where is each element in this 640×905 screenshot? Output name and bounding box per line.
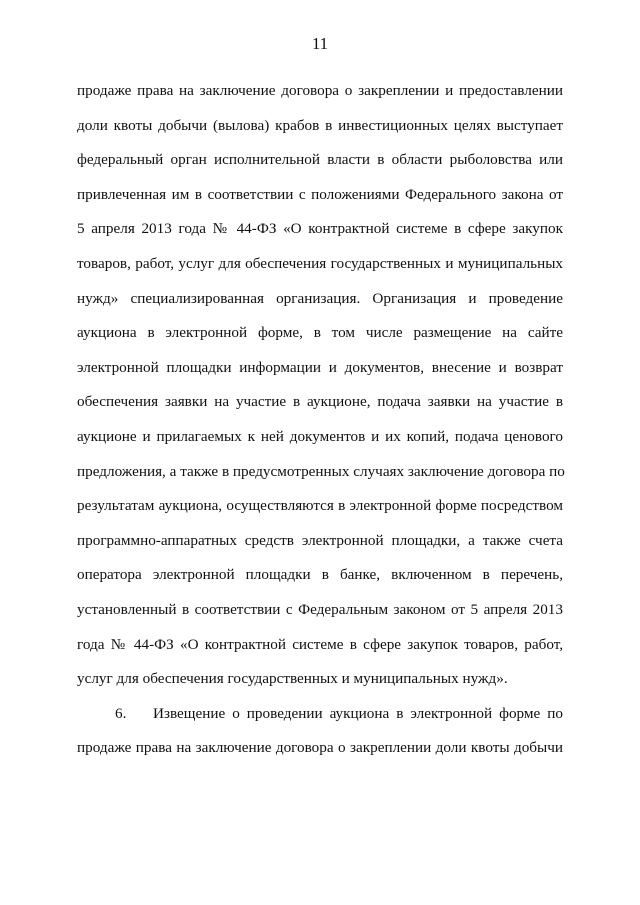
text-line: 5 апреля 2013 года № 44-ФЗ «О контрактной системе в сфере закупок: [77, 220, 563, 238]
item-6-text: Извещение о проведении аукциона в электронной форме по: [153, 704, 563, 722]
text-line: программно-аппаратных средств электронной площадки, а также счета: [77, 531, 563, 549]
item-6-first-line: [77, 697, 563, 732]
text-line: продаже права на заключение договора о закреплении и предоставлении: [77, 82, 563, 99]
text-line: оператора электронной площадки в банке, включенном в перечень,: [77, 566, 563, 584]
item-6-number: 6.: [115, 704, 127, 722]
text-line: федеральный орган исполнительной власти в области рыболовства или: [77, 151, 563, 169]
text-line: аукционе и прилагаемых к ней документов и их копий, подача ценового: [77, 427, 563, 445]
text-line: результатам аукциона, осуществляются в электронной форме посредством: [77, 497, 563, 515]
text-line-paragraph-end: услуг для обеспечения государственных и муниципальных нужд».: [77, 670, 508, 688]
text-line: привлеченная им в соответствии с положениями Федерального закона от: [77, 185, 563, 203]
page-number: 11: [311, 34, 329, 53]
text-line: обеспечения заявки на участие в аукционе, подача заявки на участие в: [77, 393, 563, 411]
text-line: аукциона в электронной форме, в том числе размещение на сайте: [77, 324, 563, 342]
text-line: нужд» специализированная организация. Организация и проведение: [77, 289, 563, 307]
text-line: товаров, работ, услуг для обеспечения государственных и муниципальных: [77, 254, 563, 272]
document-body: [77, 74, 563, 766]
text-line: электронной площадки информации и документов, внесение и возврат: [77, 358, 563, 376]
item-6-second-line: продаже права на заключение договора о закреплении доли квоты добычи: [77, 739, 563, 757]
text-line: установленный в соответствии с Федеральным законом от 5 апреля 2013: [77, 600, 563, 618]
text-line: года № 44-ФЗ «О контрактной системе в сфере закупок товаров, работ,: [77, 635, 563, 653]
text-line: предложения, а также в предусмотренных случаях заключение договора по: [77, 462, 565, 480]
text-line: доли квоты добычи (вылова) крабов в инвестиционных целях выступает: [77, 116, 563, 134]
